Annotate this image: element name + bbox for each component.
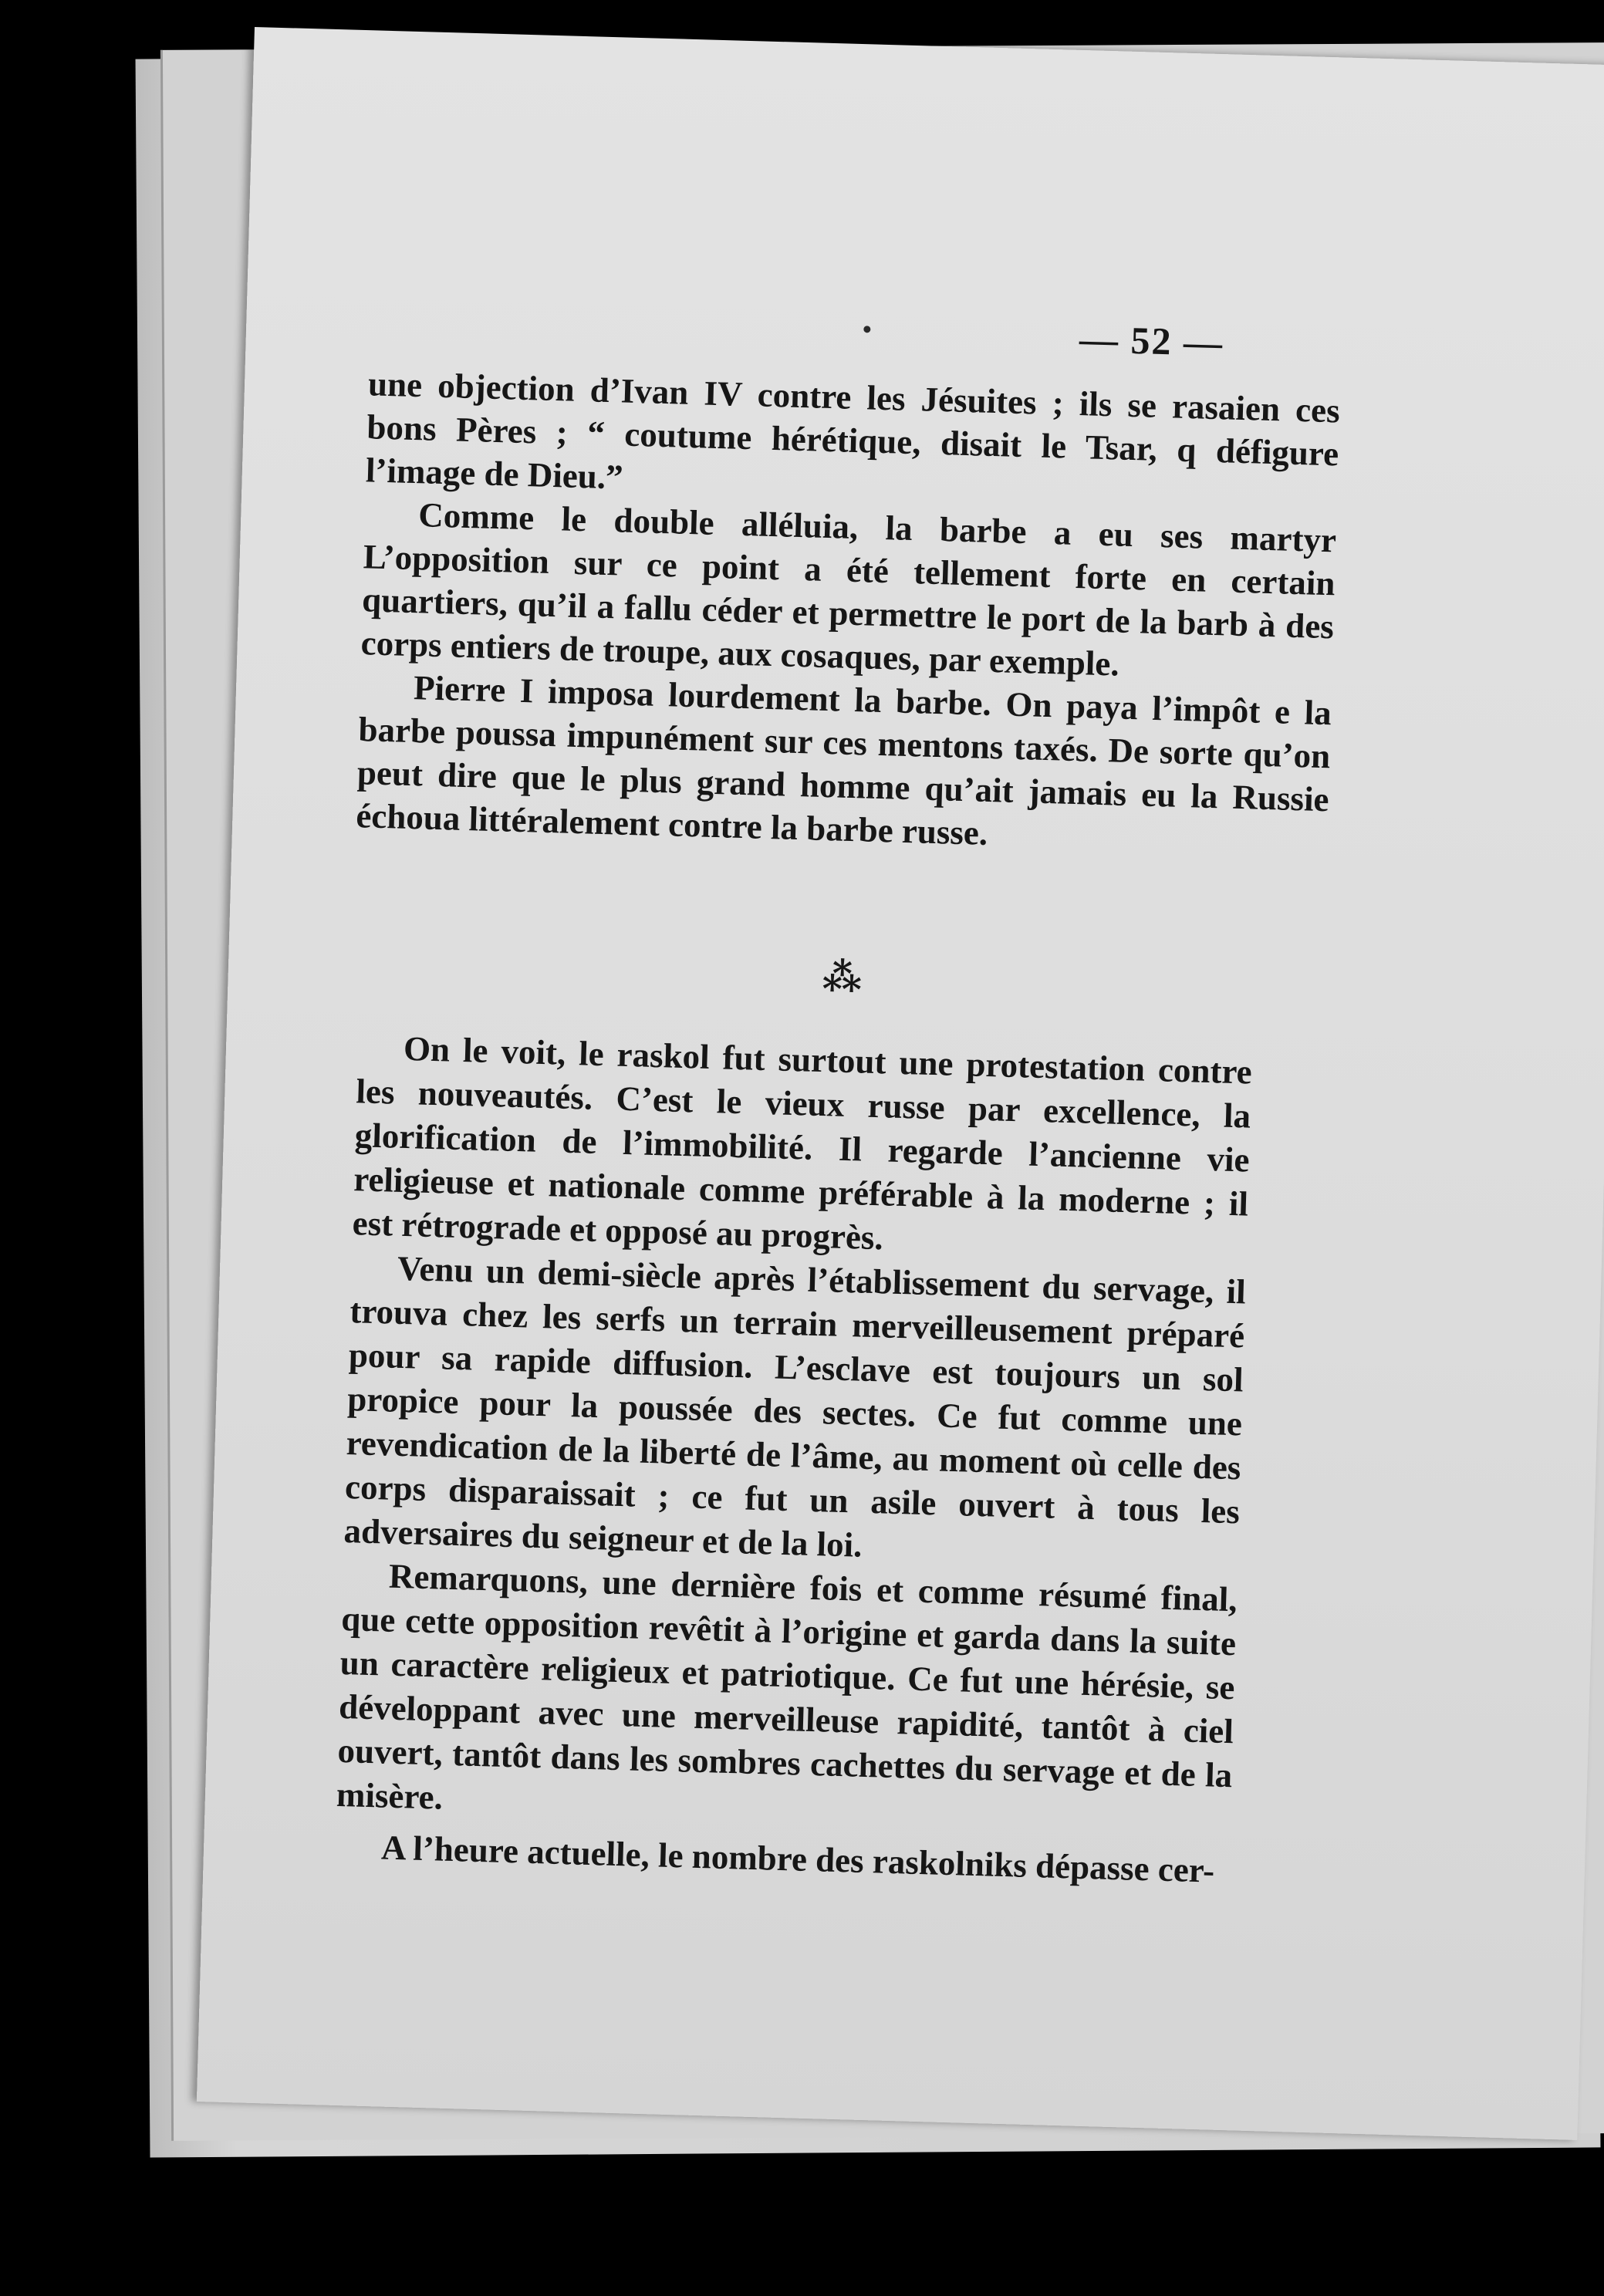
paragraph: Remarquons, une dernière fois et comme résumé final, que cette opposition revêtit à l’origine et garda dans la suite un caractère religieux et patriotique. Ce fut une hérésie, se développant avec une merveilleuse rapidité, tantôt à ciel ouvert, tantôt dans les sombres cachettes du servage et de la misère. (336, 1556, 1238, 1817)
paragraph: Pierre I imposa lourdement la barbe. On paya l’impôt e la barbe poussa impunément sur ces mentons taxés. De sorte qu’on peut dire que le plus grand homme qu’ait jamais eu la Russie échoua littéralement contre la barbe russe. (355, 668, 1332, 853)
paragraph: On le voit, le raskol fut surtout une protestation contre les nouveautés. C’est le vieux russe par excellence, la glorification de l’immobilité. Il regarde l’ancienne vie religieuse et nationale comme préférable à la moderne ; il est rétrograde et opposé au progrès. (352, 1028, 1253, 1258)
paragraph: Comme le double alléluia, la barbe a eu ses martyr L’opposition sur ce point a été tellement forte en certain quartiers, qu’il a fallu céder et permettre le port de la barb à des corps entiers de troupe, aux cosaques, par exemple. (360, 495, 1337, 684)
paragraph: A l’heure actuelle, le nombre des raskolniks dépasse cer- (380, 1828, 1215, 1890)
paragraph: Venu un demi-siècle après l’établissement du servage, il trouva chez les serfs un terrain merveilleusement préparé pour sa rapide diffusion. L’esclave est toujours un sol propice pour la poussée des sectes. Ce fut comme une revendication de la liberté de l’âme, au moment où celle des corps disparaissait ; ce fut un asile ouvert à tous les adversaires du seigneur et de la loi. (343, 1248, 1247, 1565)
section-asterism: ⁂ (822, 954, 864, 1001)
bottom-text-block (334, 1025, 1252, 1893)
ink-speck (863, 326, 870, 333)
book-page (197, 27, 1604, 2140)
paragraph: une objection d’Ivan IV contre les Jésuites ; ils se rasaien ces bons Pères ; “ coutume hérétique, disait le Tsar, q défigure l’image de Dieu.” (365, 364, 1341, 497)
page-number: — 52 — (1079, 317, 1224, 365)
top-text-block (356, 362, 1341, 864)
